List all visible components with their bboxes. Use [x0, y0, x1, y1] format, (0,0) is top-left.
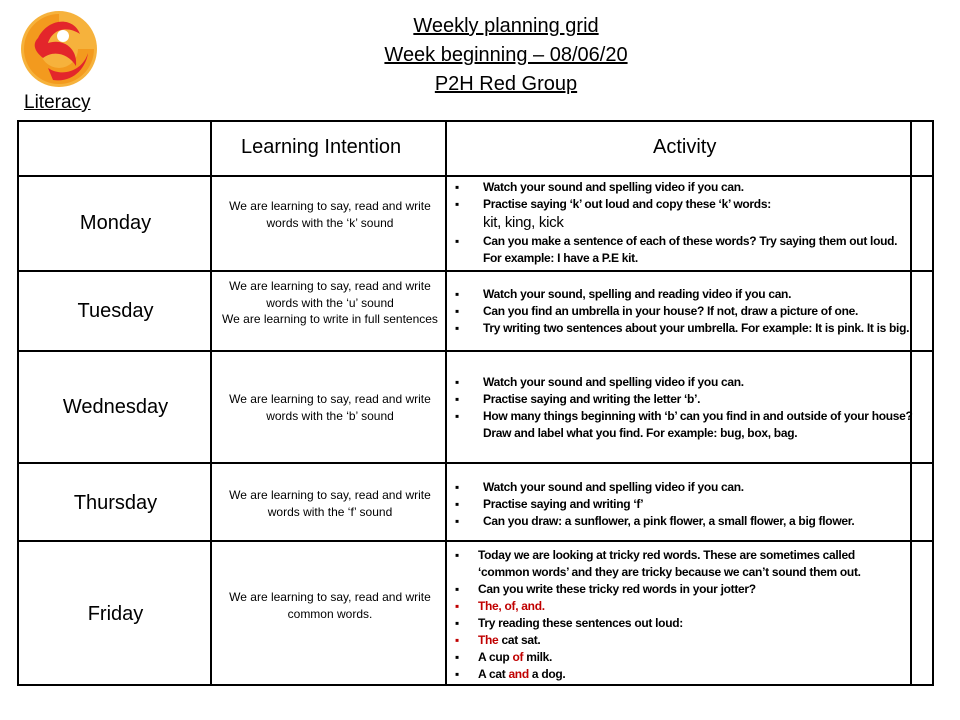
list-item: ▪ Today we are looking at tricky red words. These are sometimes called ‘common words’ and they are tricky because we can’t sound them out.	[455, 548, 861, 579]
list-item: ▪ A cup of milk.	[455, 650, 553, 664]
li-text: We are learning to say, read and write common words.	[229, 590, 431, 621]
activity-text: Watch your sound and spelling video if you can.	[483, 375, 744, 389]
li-text: We are learning to say, read and write words with the ‘u’ sound	[229, 279, 431, 310]
activity-text: Can you draw: a sunflower, a pink flower, a small flower, a big flower.	[483, 514, 855, 528]
day-wednesday: Wednesday	[62, 396, 169, 418]
list-item: ▪ How many things beginning with ‘b’ can you find in and outside of your house? Draw and label what you find. For example: bug, box, bag.	[455, 409, 913, 440]
activity-text: Today we are looking at tricky red words. These are sometimes called ‘common words’ and they are tricky because we can’t sound them out.	[478, 548, 861, 579]
learning-intention	[214, 487, 446, 520]
list-item: ▪ Watch your sound and spelling video if you can.	[455, 180, 744, 194]
document-title	[0, 12, 960, 99]
week-beginning: Week beginning – 08/06/20	[384, 44, 628, 66]
activity-text: Practise saying and writing ‘f’	[483, 497, 644, 511]
list-item-continued: For example: I have a P.E kit.	[483, 251, 638, 265]
list-item: ▪ Practise saying ‘k’ out loud and copy these ‘k’ words:	[455, 197, 771, 211]
list-item: ▪ Watch your sound and spelling video if you can.	[455, 480, 744, 494]
header-activity: Activity	[653, 136, 717, 158]
activity-text: Can you find an umbrella in your house? If not, draw a picture of one.	[483, 304, 859, 318]
activity-text: Can you make a sentence of each of these words? Try saying them out loud.	[483, 234, 898, 248]
day-tuesday: Tuesday	[77, 300, 154, 322]
activity-text: cat sat.	[498, 633, 541, 647]
activity-text: How many things beginning with ‘b’ can you find in and outside of your house? Draw and label what you find. For example: bug, box, bag.	[483, 409, 913, 440]
activity-text: Watch your sound, spelling and reading video if you can.	[483, 287, 792, 301]
activity-text: A cup	[478, 650, 513, 664]
red-word: of	[512, 650, 524, 664]
list-item: ▪ Can you make a sentence of each of these words? Try saying them out loud.	[455, 234, 898, 248]
activity-text: Watch your sound and spelling video if you can.	[483, 180, 744, 194]
day-friday: Friday	[87, 603, 144, 625]
activity-thursday	[449, 479, 929, 530]
activity-text: Try reading these sentences out loud:	[478, 616, 683, 630]
list-item: ▪ Practise saying and writing ‘f’	[455, 497, 644, 511]
li-text: We are learning to write in full sentences	[222, 312, 438, 326]
activity-text: Practise saying and writing the letter ‘b’.	[483, 392, 701, 406]
list-item: ▪ Try writing two sentences about your umbrella. For example: It is pink. It is big.	[455, 321, 910, 335]
learning-intention	[214, 589, 446, 622]
activity-text: a dog.	[528, 667, 566, 681]
activity-friday	[449, 547, 909, 683]
li-text: We are learning to say, read and write words with the ‘k’ sound	[229, 199, 431, 230]
activity-monday	[449, 179, 929, 267]
title: Weekly planning grid	[413, 15, 599, 37]
red-word: The	[478, 633, 499, 647]
red-word: and	[508, 667, 529, 681]
list-item: ▪ The cat sat.	[455, 633, 541, 647]
activity-text: milk.	[523, 650, 553, 664]
learning-intention	[214, 198, 446, 231]
li-text: We are learning to say, read and write words with the ‘f’ sound	[229, 488, 431, 519]
activity-text: Watch your sound and spelling video if you can.	[483, 480, 744, 494]
activity-text: The, of, and.	[478, 599, 545, 613]
list-item: ▪ Can you draw: a sunflower, a pink flower, a small flower, a big flower.	[455, 514, 855, 528]
activity-text: Try writing two sentences about your umbrella. For example: It is pink. It is big.	[483, 321, 910, 335]
list-item: ▪ Can you write these tricky red words in your jotter?	[455, 582, 756, 596]
list-item: ▪ Can you find an umbrella in your house? If not, draw a picture of one.	[455, 304, 859, 318]
learning-intention	[214, 278, 446, 328]
list-item: ▪ Try reading these sentences out loud:	[455, 616, 683, 630]
header-learning-intention: Learning Intention	[241, 136, 402, 158]
activity-text: Can you write these tricky red words in your jotter?	[478, 582, 756, 596]
activity-text: Practise saying ‘k’ out loud and copy these ‘k’ words:	[483, 197, 771, 211]
subject-label: Literacy	[24, 92, 91, 113]
list-item: ▪ A cat and a dog.	[455, 667, 566, 681]
list-item: ▪ Watch your sound, spelling and reading video if you can.	[455, 287, 792, 301]
list-item: ▪ Watch your sound and spelling video if you can.	[455, 375, 744, 389]
li-text: We are learning to say, read and write words with the ‘b’ sound	[229, 392, 431, 423]
activity-wednesday	[449, 374, 929, 442]
list-item-red-words: ▪ The, of, and.	[455, 599, 545, 613]
learning-intention	[214, 391, 446, 424]
k-words: kit, king, kick	[483, 214, 564, 231]
activity-tuesday	[449, 286, 929, 337]
planning-table	[17, 120, 934, 686]
day-thursday: Thursday	[73, 492, 158, 514]
group-name: P2H Red Group	[434, 73, 578, 95]
list-item: ▪ Practise saying and writing the letter ‘b’.	[455, 392, 701, 406]
day-monday: Monday	[79, 212, 152, 234]
activity-text: A cat	[478, 667, 509, 681]
